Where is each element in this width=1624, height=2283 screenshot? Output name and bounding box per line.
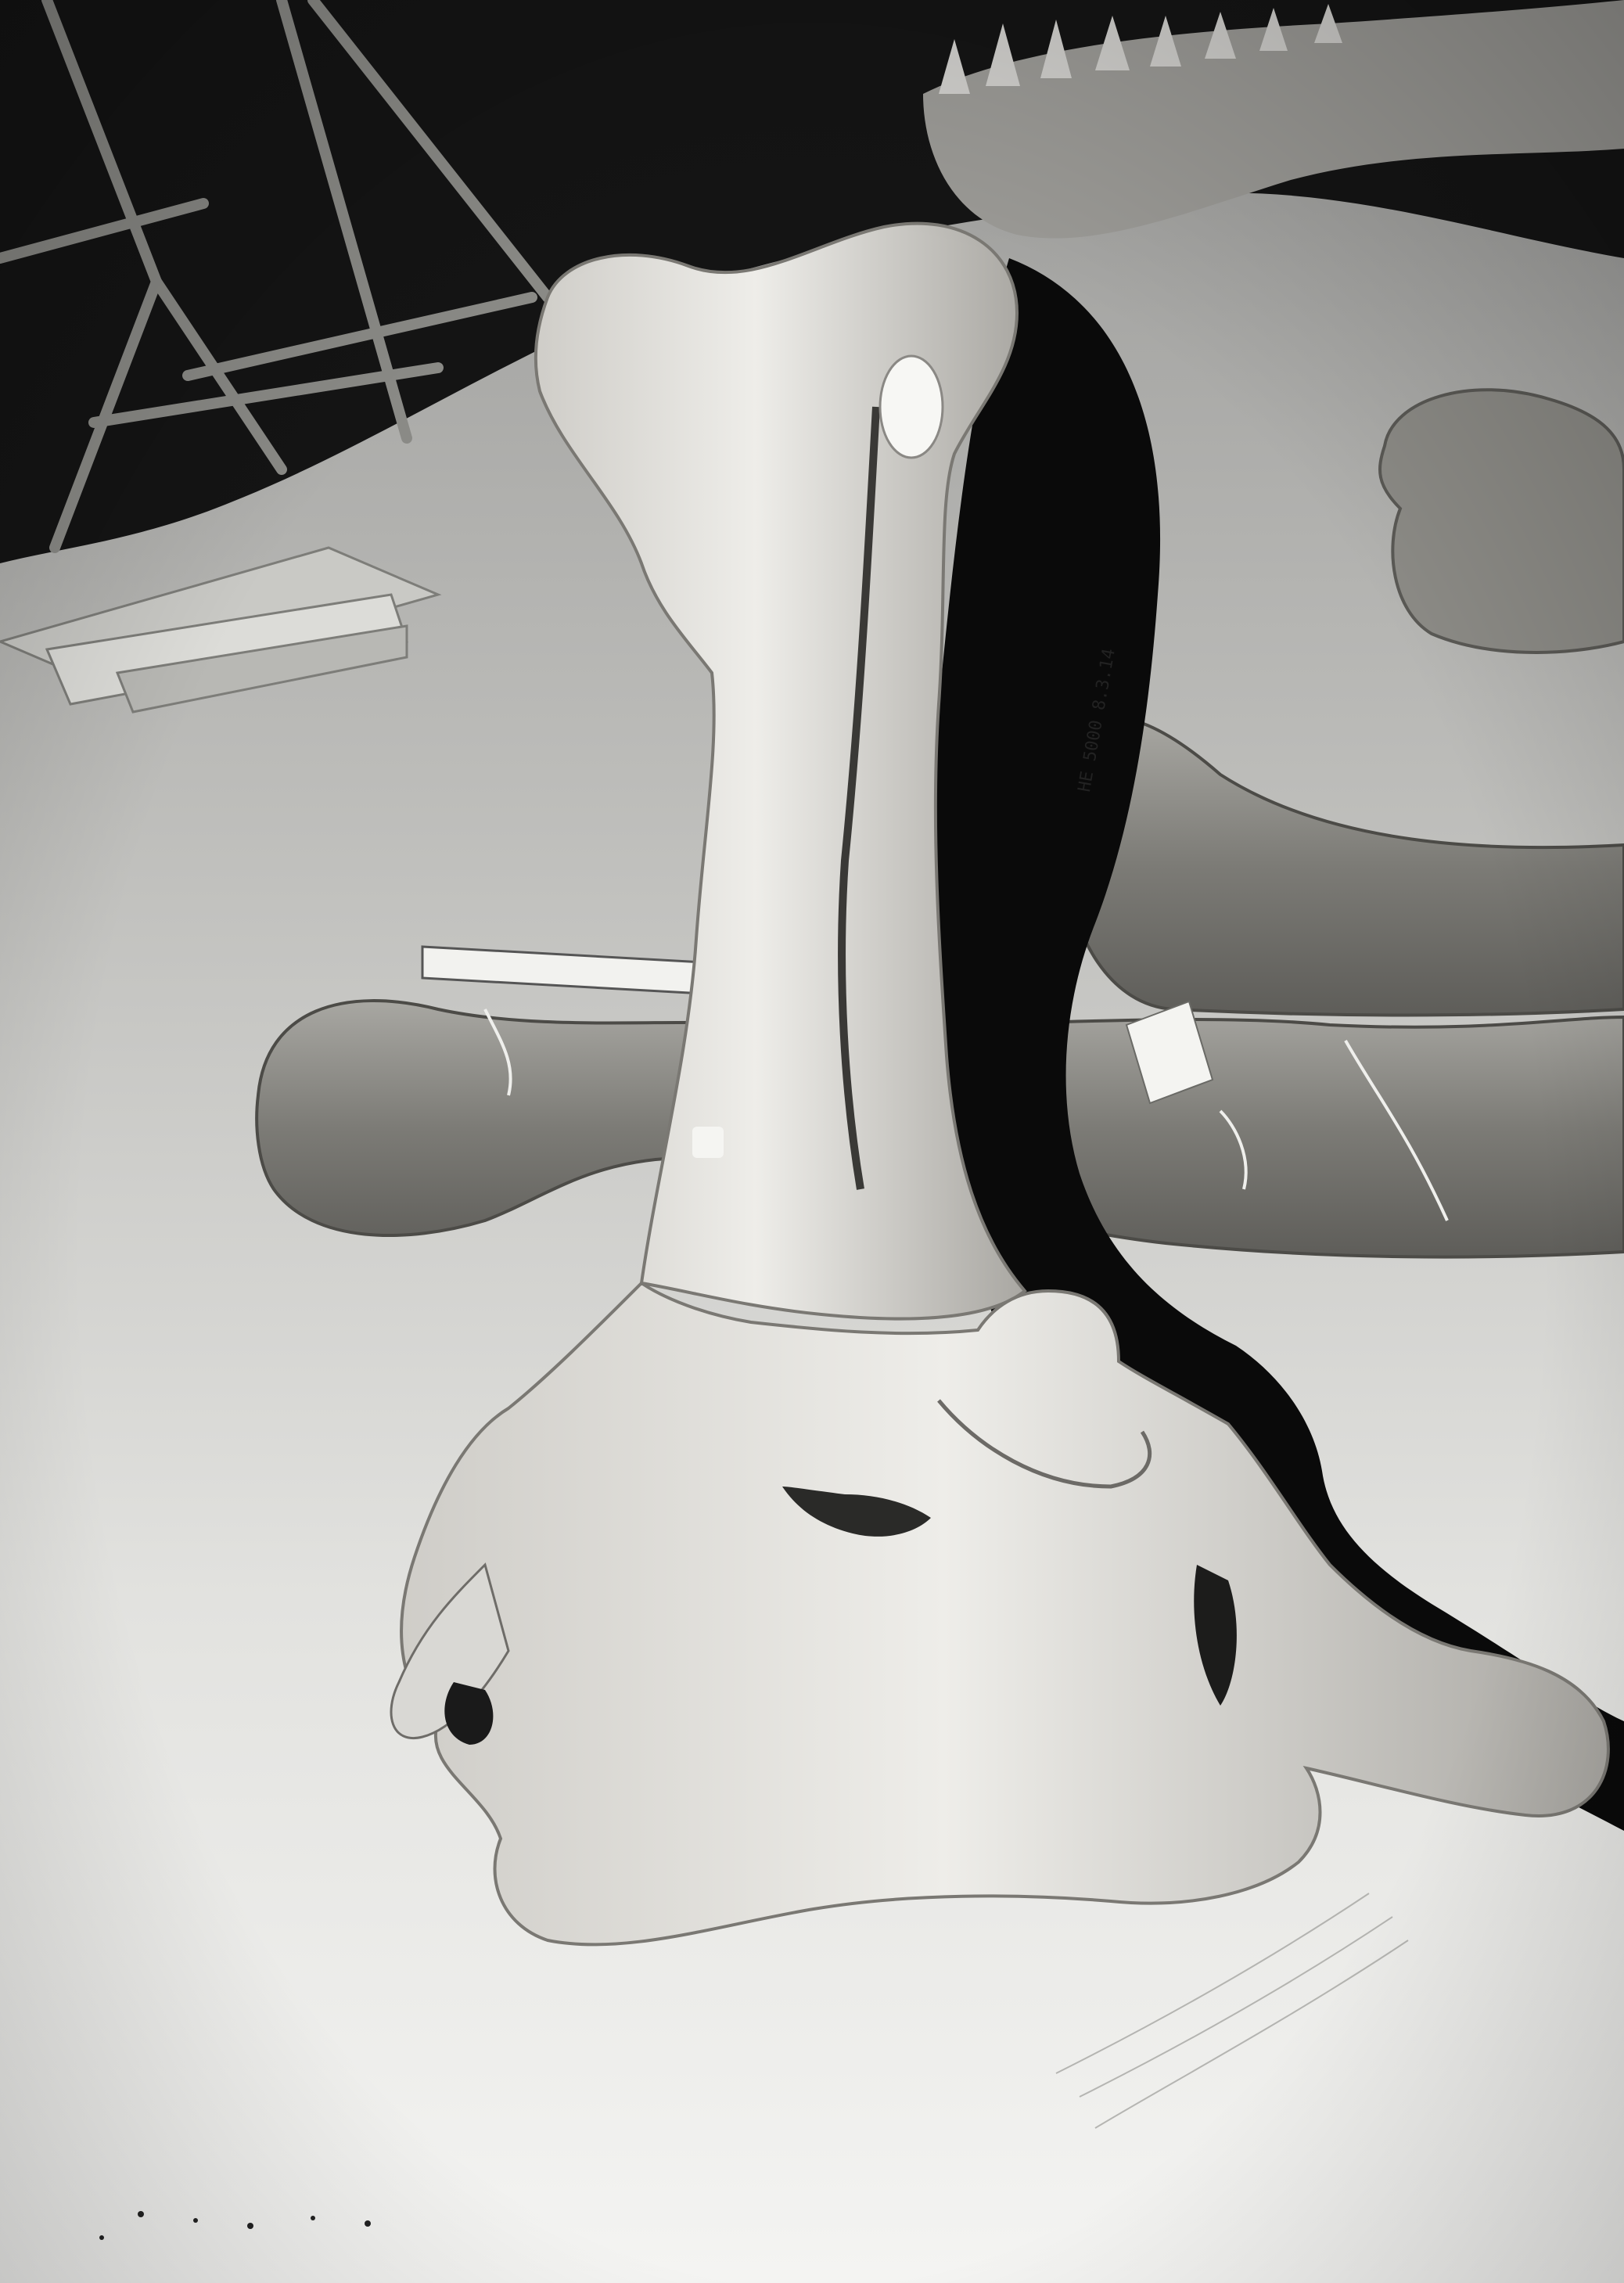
specimen-tag-text: HE 5000 8.3.14	[1075, 647, 1119, 794]
